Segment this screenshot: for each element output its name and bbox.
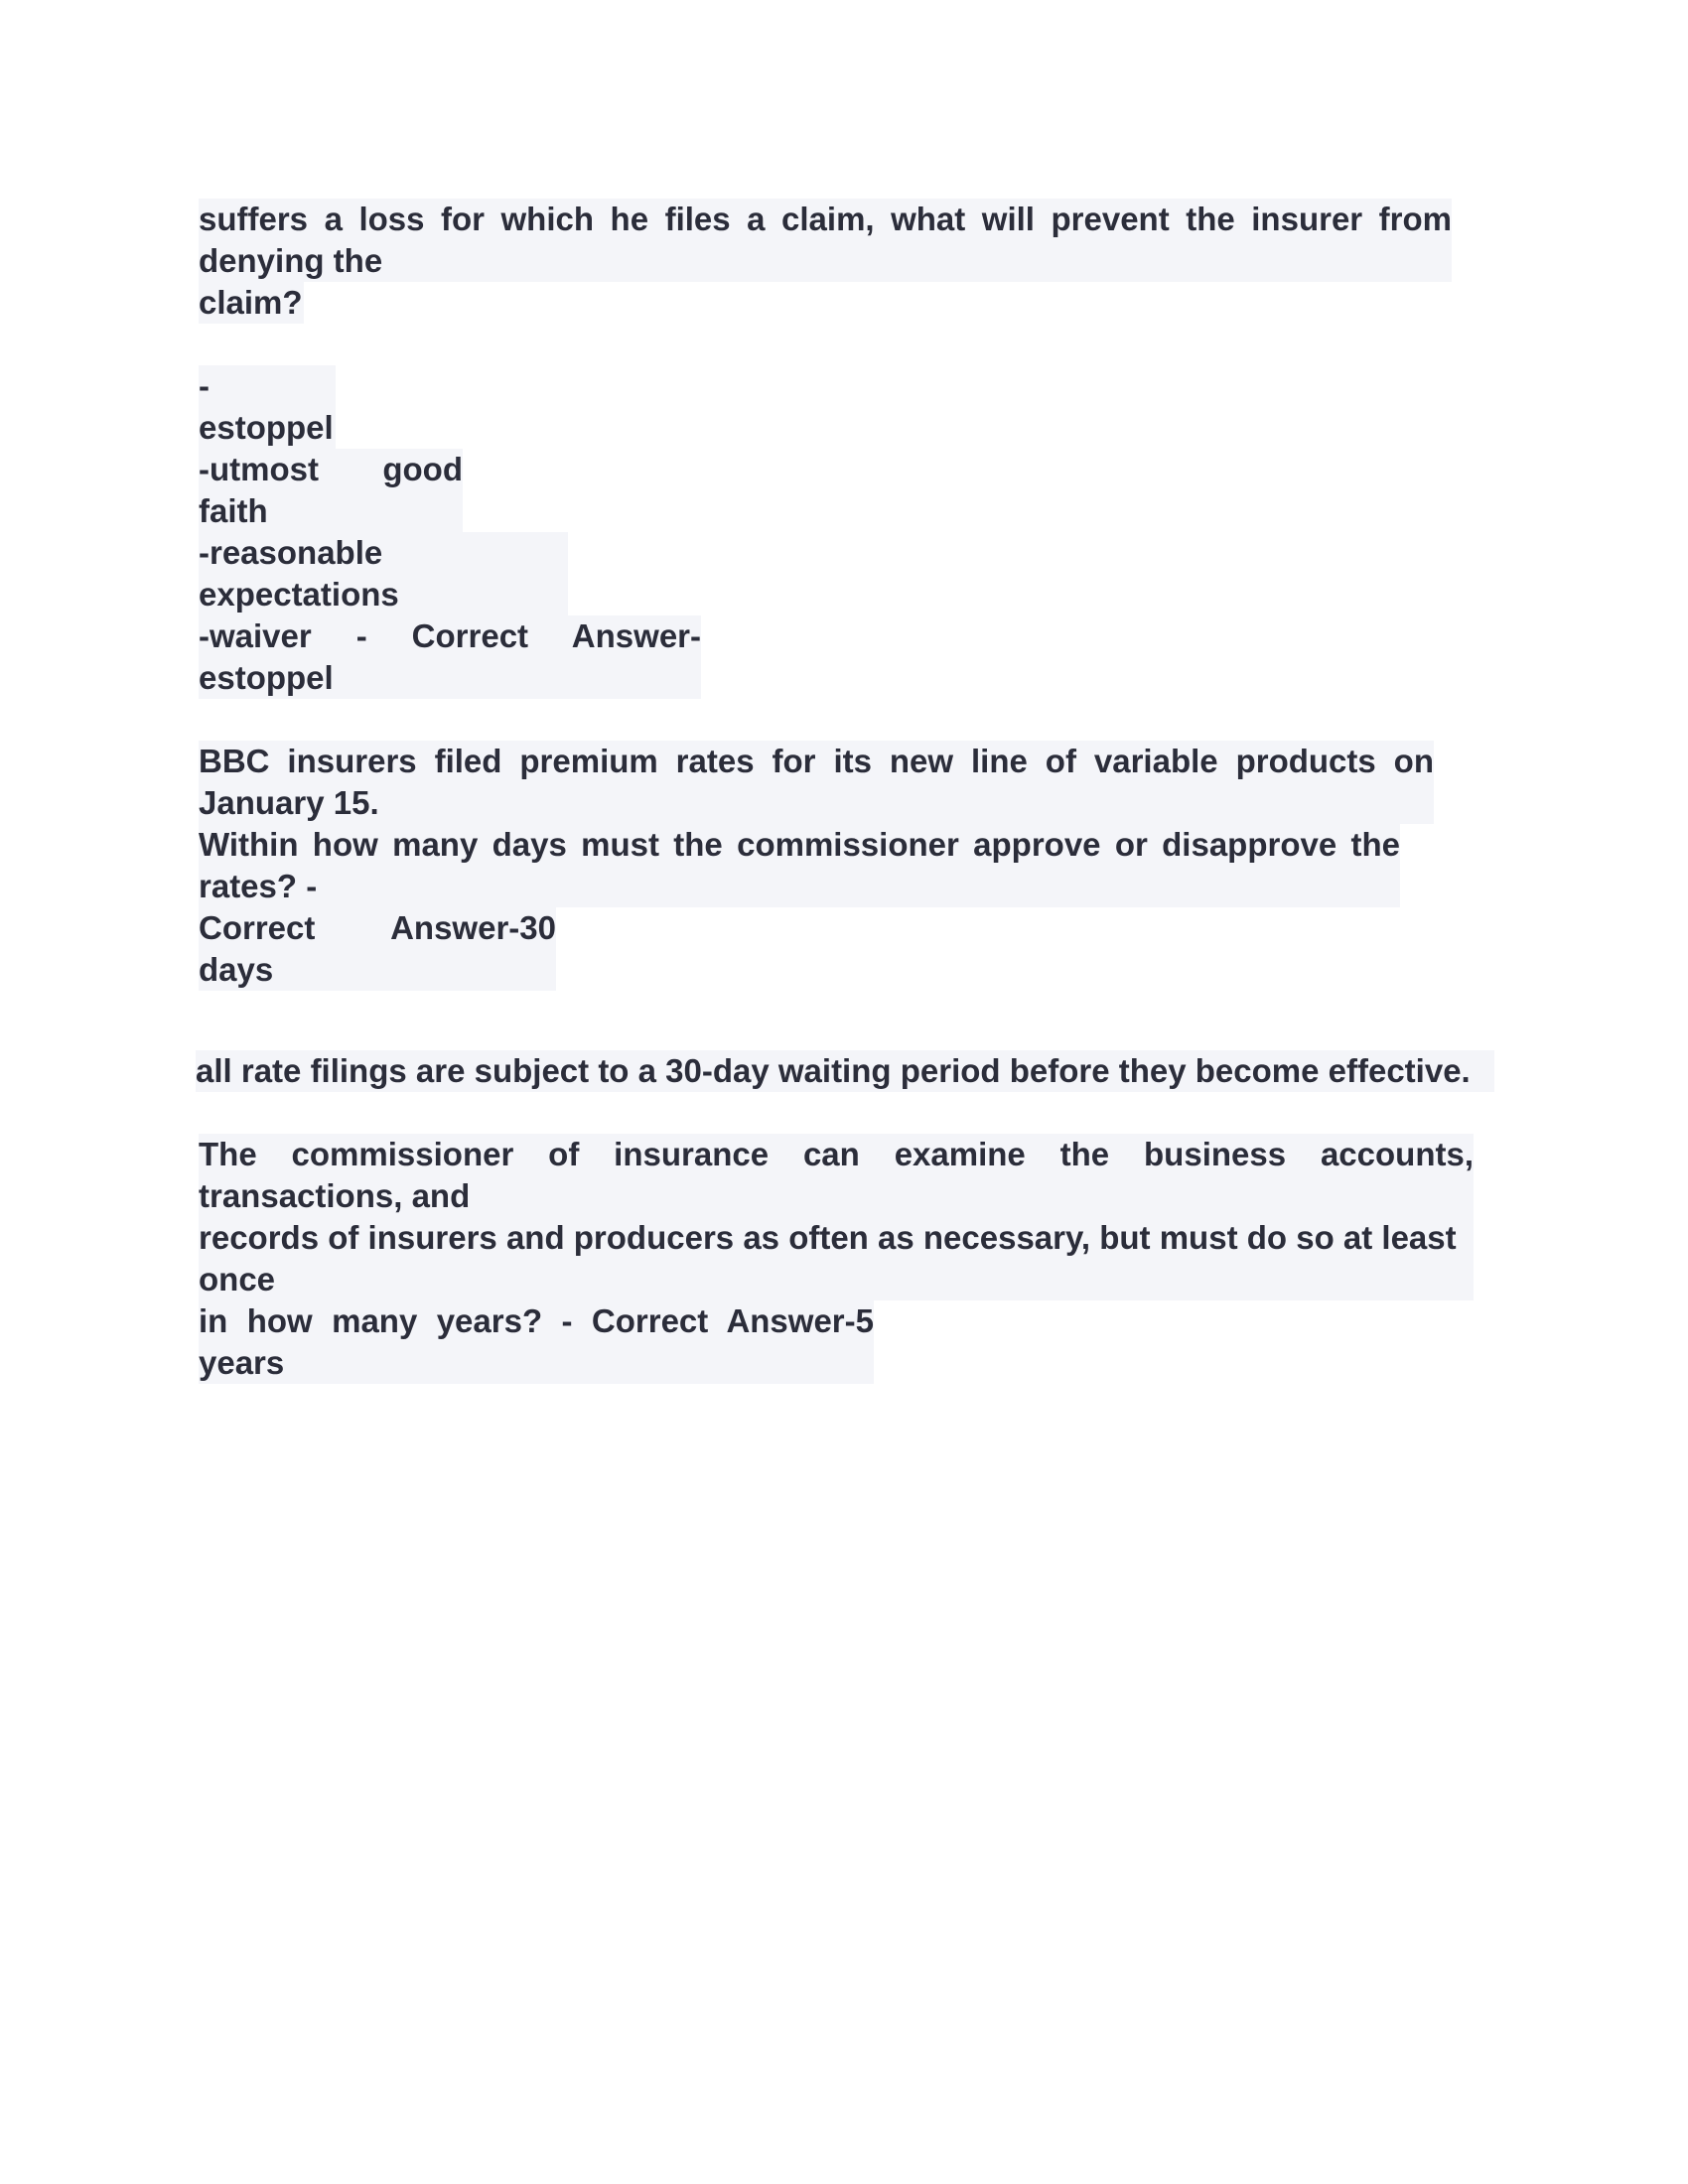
option-text-line: faith: [199, 492, 268, 529]
question-1-option-utmost-good-faith: [199, 449, 463, 532]
question-3-stem: [199, 1134, 1474, 1300]
option-text-line: estoppel: [199, 409, 334, 446]
answer-text-line: Correct Answer-30: [199, 909, 556, 946]
option-text-line: -utmost good: [199, 451, 463, 487]
answer-text-line: -waiver - Correct Answer-: [199, 617, 701, 654]
question-text-line: suffers a loss for which he files a claim, what will prevent the insurer from: [199, 201, 1452, 237]
answer-text-line: years: [199, 1344, 285, 1381]
answer-text-line: in how many years? - Correct Answer-5: [199, 1302, 874, 1339]
option-text-line: expectations: [199, 576, 399, 613]
question-2-stem-cont: [199, 824, 1400, 907]
answer-text-line: days: [199, 951, 274, 988]
question-text-line: once: [199, 1261, 276, 1297]
question-1-stem: [199, 199, 1452, 282]
explanation-text-line: all rate filings are subject to a 30-day waiting period before they become effective.: [196, 1052, 1471, 1089]
question-text-line: rates? -: [199, 868, 318, 904]
option-text-line: -reasonable: [199, 534, 383, 571]
question-text-line: claim?: [199, 284, 303, 321]
question-text-line: January 15.: [199, 784, 379, 821]
question-text-line: transactions, and: [199, 1177, 471, 1214]
option-text-line: -: [199, 367, 210, 404]
question-1-option-reasonable-expectations: [199, 532, 568, 615]
question-text-line: The commissioner of insurance can examine the business accounts,: [199, 1136, 1474, 1172]
question-text-line: records of insurers and producers as often as necessary, but must do so at least: [199, 1219, 1457, 1256]
question-1-option-waiver-answer: [199, 615, 701, 699]
question-text-line: denying the: [199, 242, 383, 279]
question-text-line: BBC insurers filed premium rates for its new line of variable products on: [199, 743, 1434, 779]
question-2-answer: [199, 907, 556, 991]
question-2-explanation: [196, 1050, 1494, 1092]
answer-text-line: estoppel: [199, 659, 334, 696]
question-text-line: Within how many days must the commissioner approve or disapprove the: [199, 826, 1400, 863]
question-1-option-estoppel: [199, 365, 336, 449]
question-1-stem-end: [199, 282, 304, 324]
question-3-answer: [199, 1300, 874, 1384]
question-2-stem: [199, 741, 1434, 824]
